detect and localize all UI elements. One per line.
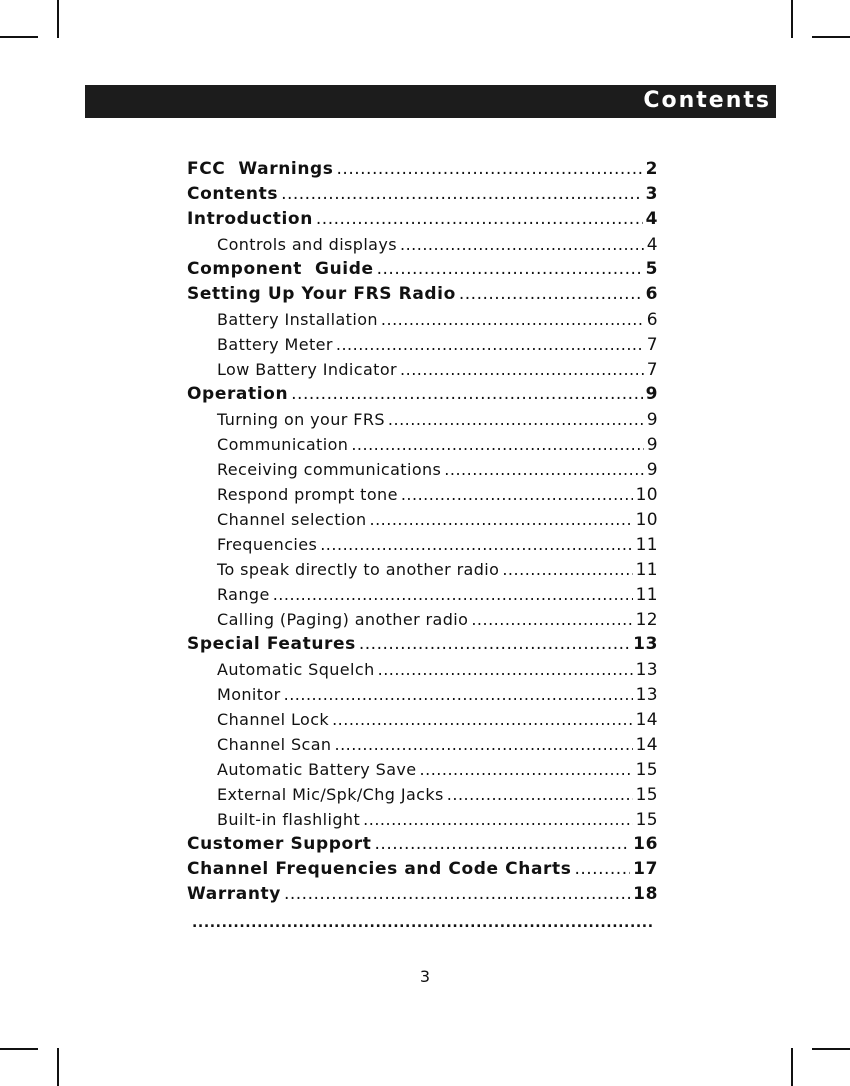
crop-mark-top-left-h xyxy=(0,36,38,38)
toc-section-entry[interactable] xyxy=(187,157,658,182)
dot-leader xyxy=(400,232,644,257)
dot-leader xyxy=(316,207,643,232)
dot-leader xyxy=(332,707,633,732)
toc-entry-label: Channel Frequencies and Code Charts xyxy=(187,859,572,879)
crop-mark-bottom-left-h xyxy=(0,1048,38,1050)
dot-leader xyxy=(420,757,633,782)
toc-section-entry[interactable] xyxy=(187,257,658,282)
toc-entry-page: 5 xyxy=(645,259,658,279)
dot-leader xyxy=(375,832,631,857)
toc-entry-label: Receiving communications xyxy=(217,460,442,479)
dot-leader xyxy=(459,282,643,307)
toc-entry-page: 15 xyxy=(635,760,658,780)
toc-entry-label: Turning on your FRS xyxy=(217,410,385,429)
toc-entry-label: Channel selection xyxy=(217,510,367,529)
toc-entry-page: 17 xyxy=(633,859,658,879)
toc-entry-label: Monitor xyxy=(217,685,281,704)
toc-subsection-entry[interactable] xyxy=(187,782,658,807)
toc-entry-page: 15 xyxy=(635,785,658,805)
toc-subsection-entry[interactable] xyxy=(187,332,658,357)
toc-subsection-entry[interactable] xyxy=(187,757,658,782)
dot-leader xyxy=(359,632,630,657)
toc-section-entry[interactable] xyxy=(187,182,658,207)
dot-leader xyxy=(351,432,643,457)
toc-section-entry[interactable] xyxy=(187,382,658,407)
toc-entry-page: 7 xyxy=(646,335,658,355)
toc-entry-label: Setting Up Your FRS Radio xyxy=(187,284,456,304)
toc-entry-page: 11 xyxy=(635,560,658,580)
toc-entry-page: 15 xyxy=(635,810,658,830)
toc-entry-page: 11 xyxy=(635,535,658,555)
toc-entry-page: 14 xyxy=(635,735,658,755)
toc-entry-page: 12 xyxy=(635,610,658,630)
toc-subsection-entry[interactable] xyxy=(187,582,658,607)
toc-entry-page: 2 xyxy=(645,159,658,179)
toc-subsection-entry[interactable] xyxy=(187,507,658,532)
toc-entry-label: Introduction xyxy=(187,209,313,229)
dot-leader xyxy=(377,257,643,282)
dot-leader xyxy=(320,532,632,557)
toc-section-entry[interactable] xyxy=(187,882,658,907)
dot-leader xyxy=(447,782,633,807)
crop-mark-bottom-left-v xyxy=(57,1048,59,1086)
toc-section-entry[interactable] xyxy=(187,857,658,882)
toc-subsection-entry[interactable] xyxy=(187,607,658,632)
crop-mark-top-right-v xyxy=(791,0,793,38)
dot-leader xyxy=(337,157,643,182)
toc-entry-label: Component Guide xyxy=(187,259,374,279)
toc-entry-label: Automatic Battery Save xyxy=(217,760,417,779)
toc-subsection-entry[interactable] xyxy=(187,557,658,582)
dot-leader xyxy=(291,382,642,407)
toc-entry-page: 9 xyxy=(646,410,658,430)
toc-entry-label: Built-in flashlight xyxy=(217,810,361,829)
toc-subsection-entry[interactable] xyxy=(187,357,658,382)
dot-leader xyxy=(400,357,644,382)
toc-section-entry[interactable] xyxy=(187,632,658,657)
toc-subsection-entry[interactable] xyxy=(187,732,658,757)
toc-entry-page: 9 xyxy=(646,460,658,480)
crop-mark-bottom-right-h xyxy=(812,1048,850,1050)
toc-entry-page: 9 xyxy=(645,384,658,404)
dot-leader xyxy=(574,857,630,882)
toc-entry-label: Communication xyxy=(217,435,349,454)
toc-subsection-entry[interactable] xyxy=(187,407,658,432)
toc-entry-page: 3 xyxy=(645,184,658,204)
dot-leader xyxy=(363,807,632,832)
toc-subsection-entry[interactable] xyxy=(187,807,658,832)
toc-entry-label: Channel Lock xyxy=(217,710,330,729)
toc-entry-label: Calling (Paging) another radio xyxy=(217,610,469,629)
toc-subsection-entry[interactable] xyxy=(187,682,658,707)
dot-leader xyxy=(388,407,644,432)
toc-subsection-entry[interactable] xyxy=(187,657,658,682)
toc-entry-label: External Mic/Spk/Chg Jacks xyxy=(217,785,444,804)
toc-subsection-entry[interactable] xyxy=(187,532,658,557)
dot-leader xyxy=(471,607,632,632)
toc-section-entry[interactable] xyxy=(187,832,658,857)
toc-subsection-entry[interactable] xyxy=(187,232,658,257)
dot-leader xyxy=(444,457,643,482)
toc-subsection-entry[interactable] xyxy=(187,307,658,332)
page-title: Contents xyxy=(643,88,771,113)
toc-entry-label: Automatic Squelch xyxy=(217,660,375,679)
dot-leader xyxy=(502,557,632,582)
dot-leader xyxy=(336,332,644,357)
toc-subsection-entry[interactable] xyxy=(187,457,658,482)
toc-entry-label: Battery Meter xyxy=(217,335,333,354)
dot-leader xyxy=(370,507,633,532)
toc-entry-label: Contents xyxy=(187,184,279,204)
toc-entry-label: Range xyxy=(217,585,270,604)
toc-entry-label: Channel Scan xyxy=(217,735,332,754)
toc-entry-page: 4 xyxy=(645,209,658,229)
dot-leader xyxy=(281,182,643,207)
toc-entry-label: Respond prompt tone xyxy=(217,485,398,504)
toc-entry-page: 13 xyxy=(635,660,658,680)
dot-leader xyxy=(401,482,633,507)
toc-entry-page: 13 xyxy=(633,634,658,654)
toc-entry-label: Warranty xyxy=(187,884,281,904)
table-of-contents xyxy=(187,157,658,907)
dot-leader xyxy=(334,732,632,757)
toc-entry-page: 10 xyxy=(635,510,658,530)
toc-section-entry[interactable] xyxy=(187,282,658,307)
toc-entry-page: 13 xyxy=(635,685,658,705)
toc-entry-page: 6 xyxy=(645,284,658,304)
crop-mark-bottom-right-v xyxy=(791,1048,793,1086)
toc-entry-label: Customer Support xyxy=(187,834,372,854)
toc-entry-page: 4 xyxy=(646,235,658,255)
toc-subsection-entry[interactable] xyxy=(187,432,658,457)
toc-entry-label: Controls and displays xyxy=(217,235,397,254)
toc-subsection-entry[interactable] xyxy=(187,707,658,732)
toc-entry-page: 9 xyxy=(646,435,658,455)
crop-mark-top-right-h xyxy=(812,36,850,38)
toc-subsection-entry[interactable] xyxy=(187,482,658,507)
toc-section-entry[interactable] xyxy=(187,207,658,232)
dot-leader xyxy=(284,882,630,907)
toc-entry-label: To speak directly to another radio xyxy=(217,560,500,579)
toc-entry-page: 10 xyxy=(635,485,658,505)
crop-mark-top-left-v xyxy=(57,0,59,38)
dotted-rule xyxy=(192,913,654,933)
toc-entry-label: Low Battery Indicator xyxy=(217,360,398,379)
toc-entry-page: 6 xyxy=(646,310,658,330)
dot-leader xyxy=(273,582,633,607)
toc-entry-label: Special Features xyxy=(187,634,356,654)
toc-entry-page: 18 xyxy=(633,884,658,904)
toc-entry-page: 16 xyxy=(633,834,658,854)
toc-entry-page: 14 xyxy=(635,710,658,730)
dot-leader xyxy=(284,682,633,707)
toc-entry-label: Frequencies xyxy=(217,535,318,554)
dot-leader xyxy=(378,657,633,682)
dot-leader xyxy=(381,307,644,332)
toc-entry-page: 7 xyxy=(646,360,658,380)
toc-entry-label: Operation xyxy=(187,384,289,404)
page-number: 3 xyxy=(419,967,431,986)
toc-entry-label: Battery Installation xyxy=(217,310,378,329)
header-bar xyxy=(85,85,776,118)
toc-entry-label: FCC Warnings xyxy=(187,159,334,179)
toc-entry-page: 11 xyxy=(635,585,658,605)
